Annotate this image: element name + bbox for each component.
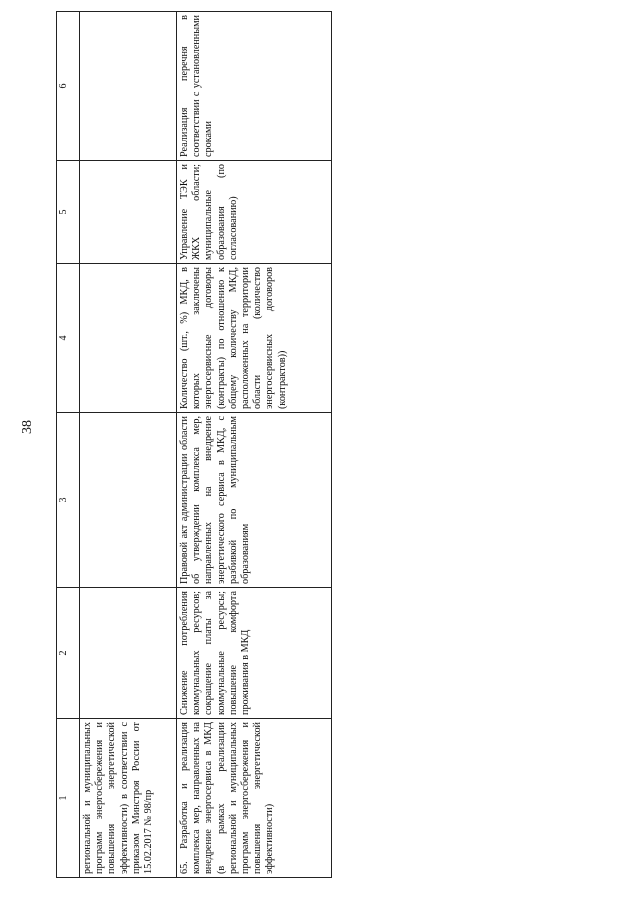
cell-responsible bbox=[80, 161, 177, 264]
header-col-6: 6 bbox=[57, 12, 80, 161]
rotated-table-frame bbox=[56, 15, 326, 878]
header-col-3: 3 bbox=[57, 413, 80, 588]
measures-table bbox=[56, 11, 332, 878]
header-col-5: 5 bbox=[57, 161, 80, 264]
table-row bbox=[177, 12, 332, 878]
cell-document: Правовой акт администрации области об утверждении комплекса мер, направленных на внедрение энергетического сервиса в МКД, с разбивкой по муниципальным образованиям bbox=[177, 413, 332, 588]
cell-deadline: Реализация перечня в соответствии с установленными сроками bbox=[177, 12, 332, 161]
cell-result bbox=[80, 588, 177, 719]
table-container bbox=[56, 15, 326, 878]
header-col-1: 1 bbox=[57, 719, 80, 878]
cell-indicator bbox=[80, 264, 177, 413]
cell-responsible: Управление ТЭК и ЖКХ области; муниципальные образования (по согласованию) bbox=[177, 161, 332, 264]
cell-measure: региональной и муниципальных программ энергосбережения и повышения энергетической эффективности) в соответствии с приказом Минстроя России от 15.02.2017 № 98/пр bbox=[80, 719, 177, 878]
header-col-4: 4 bbox=[57, 264, 80, 413]
cell-deadline bbox=[80, 12, 177, 161]
cell-document bbox=[80, 413, 177, 588]
table-row bbox=[80, 12, 177, 878]
cell-measure: 65. Разработка и реализация комплекса мер, направленных на внедрение энергосервиса в МКД (в рамках реализации региональной и муниципальных программ энергосбережения и повышения энергетической эффективности) bbox=[177, 719, 332, 878]
page-number: 38 bbox=[20, 420, 35, 434]
header-col-2: 2 bbox=[57, 588, 80, 719]
header-row bbox=[57, 12, 80, 878]
cell-result: Снижение потребления коммунальных ресурсов; сокращение платы за коммунальные ресурсы; повышение комфорта проживания в МКД bbox=[177, 588, 332, 719]
cell-indicator: Количество (шт., %) МКД, в которых заключены энергосервисные договоры (контракты) по отношению к общему количеству МКД, расположенных на территории области (количество энергосервисных договоров (контрактов)) bbox=[177, 264, 332, 413]
